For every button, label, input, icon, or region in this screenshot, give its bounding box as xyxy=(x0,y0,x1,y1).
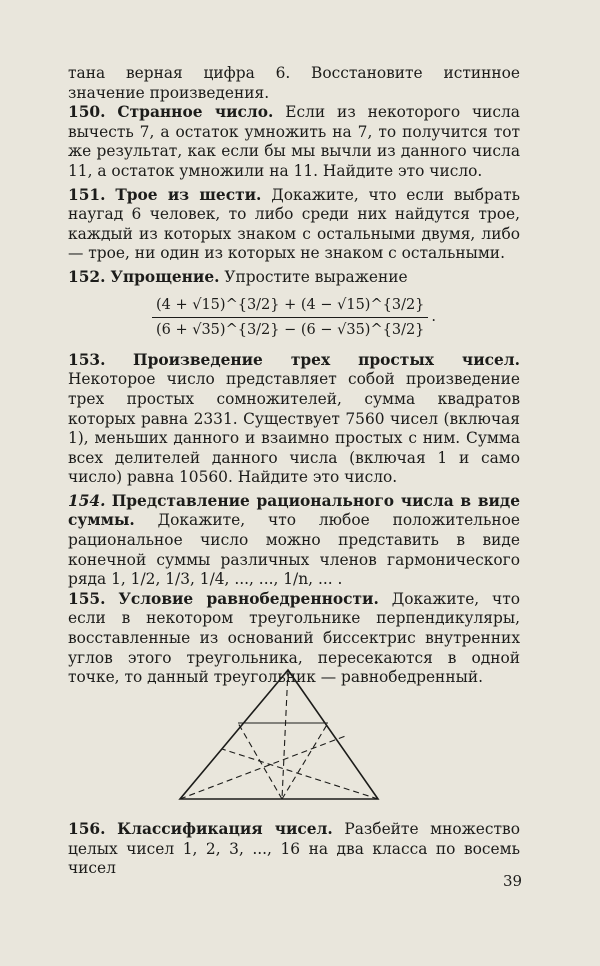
bisector-lines xyxy=(180,670,378,799)
problem-154 xyxy=(68,492,520,590)
problem-title: Трое из шести. xyxy=(115,185,262,204)
problem-text: Если из некоторого числа вычесть 7, а остаток умножить на 7, то получится тот же результат, как если бы мы вычли из данного числа 11, а остаток умножили на 11. Найдите это число. xyxy=(68,103,520,180)
page-body-lower xyxy=(68,820,520,879)
problem-title: Упрощение. xyxy=(110,267,220,286)
problem-title: Странное число. xyxy=(117,103,274,122)
triangle-figure xyxy=(178,665,388,805)
problem-text: Упростите выражение xyxy=(224,267,408,286)
problem-title: Условие равнобедренности. xyxy=(118,589,379,608)
problem-text: Разбейте множество целых чисел 1, 2, 3, ..., 16 на два класса по восемь чисел xyxy=(68,820,520,878)
problem-number: 154. xyxy=(68,491,106,510)
fraction xyxy=(152,296,428,341)
triangle-outline xyxy=(180,670,378,799)
problem-156 xyxy=(68,820,520,879)
problem-153 xyxy=(68,351,520,488)
page-number: 39 xyxy=(503,872,523,890)
problem-number: 156. xyxy=(68,820,106,838)
problem-text: Докажите, что если выбрать наугад 6 человек, то либо среди них найдутся трое, каждый из которых знаком с остальными двумя, либо — трое, ни один из которых не знаком с остальными. xyxy=(68,185,520,263)
problem-text: Докажите, что если в некотором треугольнике перпендикуляры, восставленные из оснований биссектрис внутренних углов этого треугольника, пересекаются в одной точке, то данный треугольник — равнобедренный. xyxy=(68,589,520,687)
problem-150 xyxy=(68,103,520,181)
continuation-text: тана верная цифра 6. Восстановите истинное значение произведения. xyxy=(68,64,520,102)
problem-text: Докажите, что любое положительное рациональное число можно представить в виде конечной суммы различных членов гармонического ряда 1, 1/2, 1/3, 1/4, ..., ..., 1/n, ... . xyxy=(68,511,520,589)
problem-title: Произведение трех простых чисел. xyxy=(133,350,520,369)
formula-denominator: (6 + √35)^{3/2} − (6 − √35)^{3/2} xyxy=(155,322,425,339)
formula: $\frac{(4 + √15)\^{}\{3/2\} + (4 - √15)\^{}\{3/2\}}{(6 + √35)\^{}\{3/2\} - (6 - √35)\^{}\{3/2\}}$ . xyxy=(68,296,520,341)
problem-number: 150. xyxy=(68,103,106,122)
problem-number: 151. xyxy=(68,185,106,204)
problem-text: Некоторое число представляет собой произведение трех простых сомножителей, сумма квадратов которых равна 2331. Существует 7560 чисел (включая 1), меньших данного и взаимно простых с ним. Сумма всех делителей данного числа (включая 1 и само число) равна 10560. Найдите это число. xyxy=(68,370,520,487)
problem-152 xyxy=(68,268,520,288)
problem-title: Классификация чисел. xyxy=(117,820,333,838)
problem-number: 155. xyxy=(68,589,106,608)
problem-151 xyxy=(68,186,520,264)
formula-numerator: (4 + √15)^{3/2} + (4 − √15)^{3/2} xyxy=(152,296,428,319)
problem-number: 153. xyxy=(68,350,106,369)
page-body xyxy=(68,64,520,688)
problem-title: Представление рационального числа в виде суммы. xyxy=(68,491,520,530)
problem-number: 152. xyxy=(68,267,106,286)
